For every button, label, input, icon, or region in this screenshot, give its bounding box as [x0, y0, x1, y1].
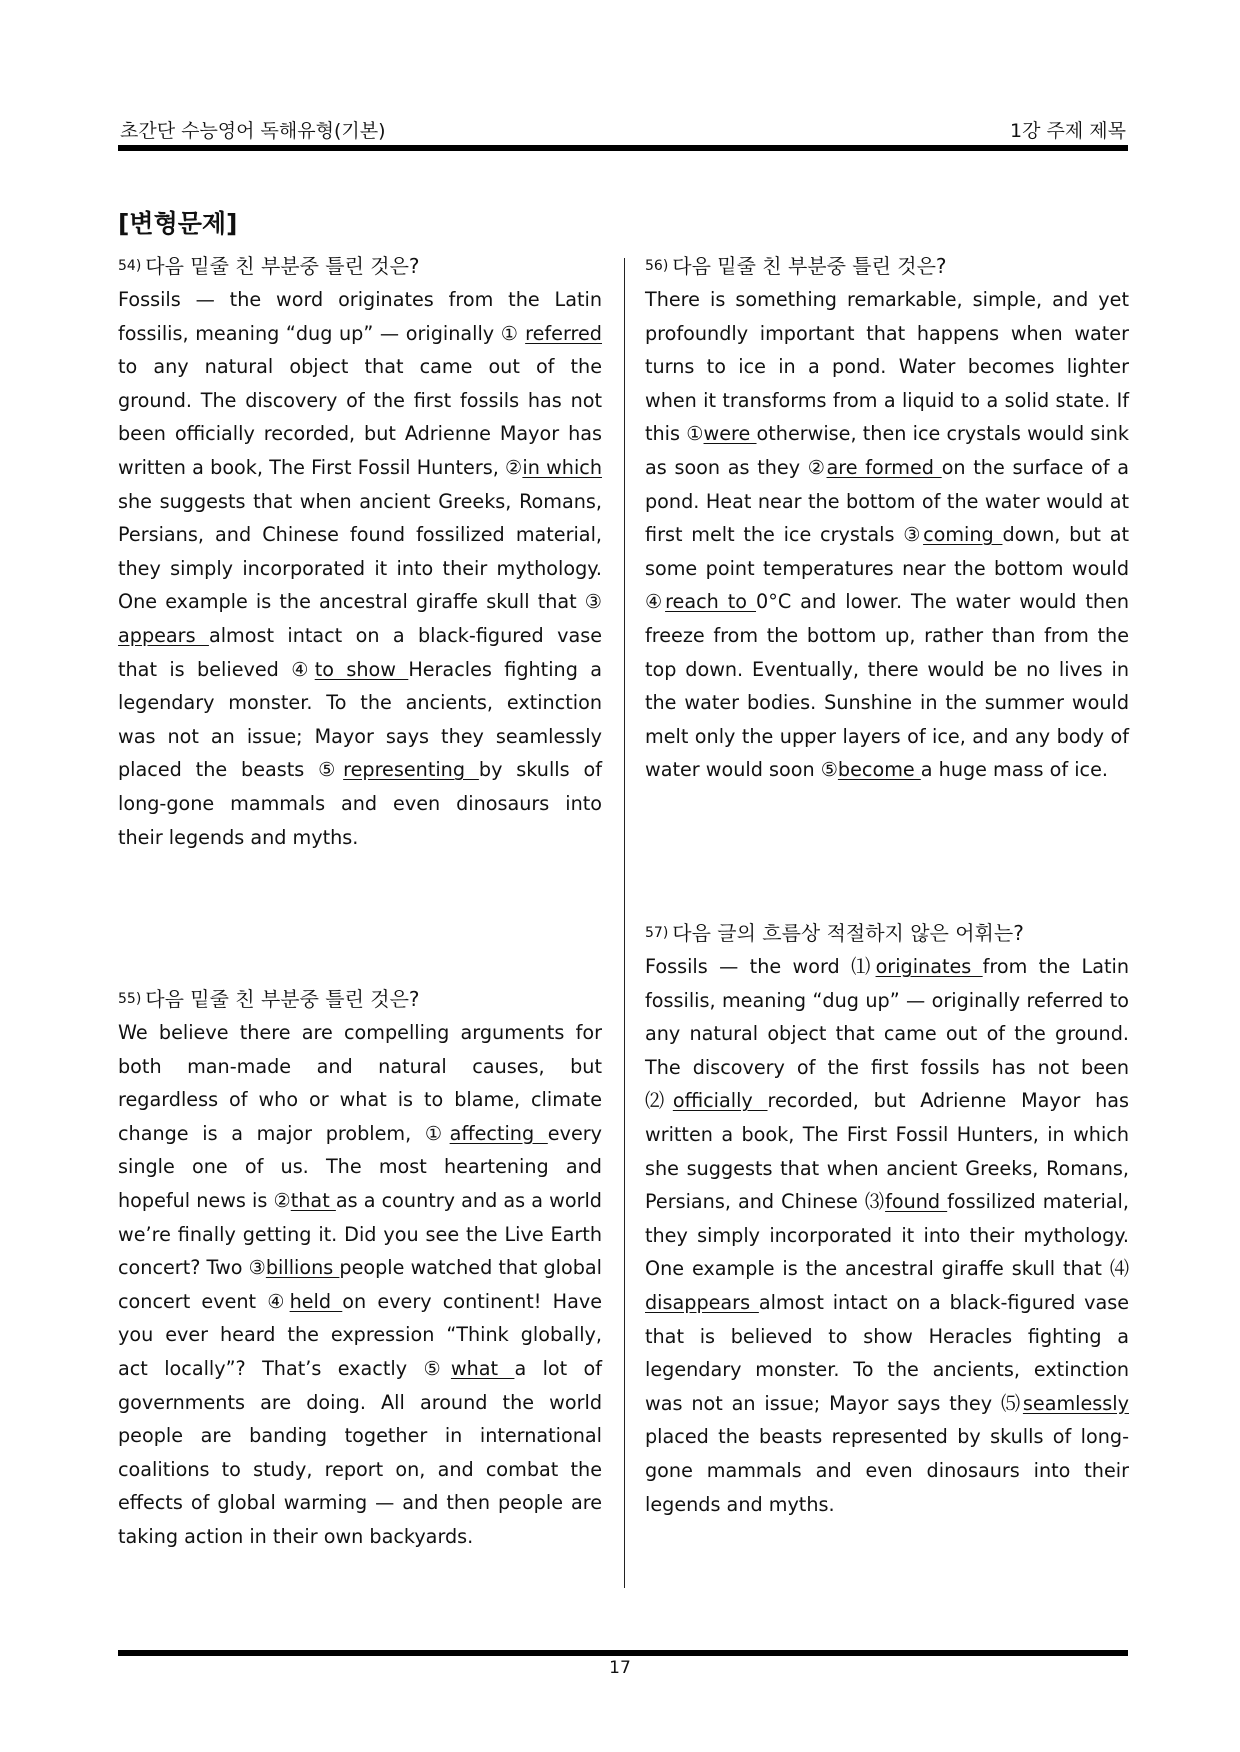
question-54 [118, 250, 602, 854]
question-passage [645, 950, 1129, 1521]
question-header [118, 983, 602, 1016]
question-header [118, 250, 602, 283]
question-prompt: 다음 밑줄 친 부분중 틀린 것은? [672, 254, 947, 278]
passage-text: to any natural object that came out of the ground. The discovery of the first fossils has not been officially recorded, but Adrienne Mayor has written a book, The First Fossil Hunters, [118, 355, 602, 479]
passage-text: ⑵ [645, 1089, 673, 1113]
underlined-phrase: officially [672, 1089, 768, 1113]
passage-text: ⑤ [318, 758, 344, 782]
underlined-phrase: were [703, 422, 757, 446]
question-prompt: 다음 밑줄 친 부분중 틀린 것은? [145, 254, 420, 278]
passage-text: almost intact on a black-figured vase that is believed [118, 623, 603, 681]
underlined-phrase: affecting [449, 1121, 548, 1145]
passage-text: by skulls of long-gone mammals and even dinosaurs into their legends and myths. [118, 758, 602, 849]
footer-rule [118, 1650, 1128, 1656]
question-number: 55) [118, 991, 142, 1007]
passage-text: as a country and as a world we’re finally getting it. Did you see the Live Earth concert? Two [118, 1188, 602, 1280]
question-passage [118, 1016, 602, 1554]
underlined-phrase: to show [314, 657, 409, 681]
passage-text: she suggests that when ancient Greeks, Romans, Persians, and Chinese found fossilized material, they simply incorporated it into their mythology. One example is the ancestral giraffe skull that [118, 489, 602, 614]
passage-text: recorded, but Adrienne Mayor has written a book, The First Fossil Hunters, in which she suggests that when ancient Greeks, Romans, Persians, and Chinese [645, 1089, 1130, 1214]
underlined-phrase: become [837, 758, 921, 782]
passage-text: ③ [584, 590, 602, 614]
passage-text: There is something remarkable, simple, and yet profoundly important that happens when water turns to ice in a pond. Water becomes lighter when it transforms from a liquid to a solid state. If this [645, 288, 1129, 446]
header-book-title: 초간단 수능영어 독해유형(기본) [120, 120, 386, 142]
passage-text: ④ [291, 657, 315, 681]
passage-text: ⑸ [1000, 1391, 1023, 1415]
passage-text: ② [273, 1188, 291, 1212]
underlined-phrase: reach to [665, 590, 757, 614]
passage-text: ⑤ [423, 1356, 451, 1380]
underlined-phrase: found [885, 1190, 948, 1214]
passage-text: fossilized material, they simply incorporated it into their mythology. One example is the ancestral giraffe skull that [645, 1190, 1129, 1281]
underlined-phrase: billions [265, 1256, 340, 1280]
question-passage [645, 283, 1129, 787]
page-header [118, 112, 1128, 144]
passage-text: ① [686, 422, 704, 446]
passage-text: ① [424, 1121, 450, 1145]
question-header [645, 250, 1129, 283]
header-rule [118, 145, 1128, 151]
passage-text: placed the beasts represented by skulls of long-gone mammals and even dinosaurs into their legends and myths. [645, 1425, 1129, 1516]
passage-text: ⑷ [1109, 1257, 1129, 1281]
question-56 [645, 250, 1129, 787]
passage-text: ⑴ [851, 955, 876, 978]
passage-text: ① [500, 321, 526, 345]
passage-text: ② [505, 455, 523, 479]
question-header [645, 917, 1129, 950]
passage-text: from the Latin fossilis, meaning “dug up” — originally referred to any natural object that came out of the ground. The discovery of the first fossils has not been [645, 955, 1130, 1079]
question-prompt: 다음 밑줄 친 부분중 틀린 것은? [145, 987, 420, 1011]
passage-text: ③ [248, 1256, 266, 1280]
passage-text: Fossils — the word [645, 955, 852, 978]
passage-text: ③ [903, 523, 924, 547]
question-number: 56) [645, 258, 669, 274]
question-passage [118, 283, 602, 854]
underlined-phrase: in which [522, 455, 602, 479]
question-57 [645, 917, 1129, 1521]
page-number: 17 [609, 1658, 631, 1678]
underlined-phrase: referred [525, 321, 602, 345]
passage-text: every single one of us. The most heartening and hopeful news is [118, 1121, 603, 1212]
passage-text: a lot of governments are doing. All around the world people are banding together in international coalitions to study, report on, and combat the effects of global warming — and then people are taking action in their own backyards. [118, 1356, 603, 1548]
underlined-phrase: seamlessly [1022, 1391, 1129, 1415]
passage-text: We believe there are compelling arguments for both man-made and natural causes, but regardless of who or what is to blame, climate change is a major problem, [118, 1021, 602, 1145]
question-number: 54) [118, 258, 142, 274]
passage-text: Heracles fighting a legendary monster. To the ancients, extinction was not an issue; Mayor says they seamlessly placed the beasts [118, 657, 603, 782]
question-55 [118, 983, 602, 1554]
passage-text: on the surface of a pond. Heat near the bottom of the water would at first melt the ice crystals [645, 455, 1130, 547]
underlined-phrase: coming [923, 523, 1003, 547]
passage-text: a huge mass of ice. [920, 758, 1108, 782]
section-title: [변형문제] [118, 209, 238, 238]
underlined-phrase: appears [118, 623, 209, 647]
passage-text: people watched that global concert event [118, 1256, 602, 1313]
passage-text: down, but at some point temperatures near the bottom would [645, 523, 1129, 580]
header-chapter-title: 1강 주제 제목 [1010, 120, 1126, 142]
passage-text: ④ [645, 590, 666, 614]
passage-text: ② [807, 455, 827, 479]
passage-text: ④ [267, 1289, 290, 1313]
question-number: 57) [645, 925, 669, 941]
underlined-phrase: that [290, 1188, 336, 1212]
underlined-phrase: what [450, 1356, 515, 1380]
column-divider [624, 258, 625, 1588]
underlined-phrase: are formed [826, 455, 942, 479]
passage-text: otherwise, then ice crystals would sink as soon as they [645, 422, 1129, 479]
passage-text: almost intact on a black-figured vase that is believed to show Heracles fighting a legendary monster. To the ancients, extinction was not an issue; Mayor says they [645, 1290, 1130, 1415]
passage-text: ⑶ [864, 1190, 886, 1214]
passage-text: Fossils — the word originates from the Latin fossilis, meaning “dug up” — originally [118, 288, 602, 345]
underlined-phrase: representing [343, 758, 479, 782]
passage-text: ⑤ [820, 758, 838, 782]
passage-text: 0°C and lower. The water would then freeze from the bottom up, rather than from the top down. Eventually, there would be no lives in the water bodies. Sunshine in the summer would melt only the upper layers of ice, and any body of water would soon [645, 590, 1130, 782]
underlined-phrase: originates [875, 955, 983, 978]
passage-text: on every continent! Have you ever heard the expression “Think globally, act locally”? That’s exactly [118, 1289, 602, 1380]
question-prompt: 다음 글의 흐름상 적절하지 않은 어휘는? [672, 921, 1024, 945]
underlined-phrase: disappears [645, 1290, 759, 1314]
underlined-phrase: held [289, 1289, 343, 1313]
